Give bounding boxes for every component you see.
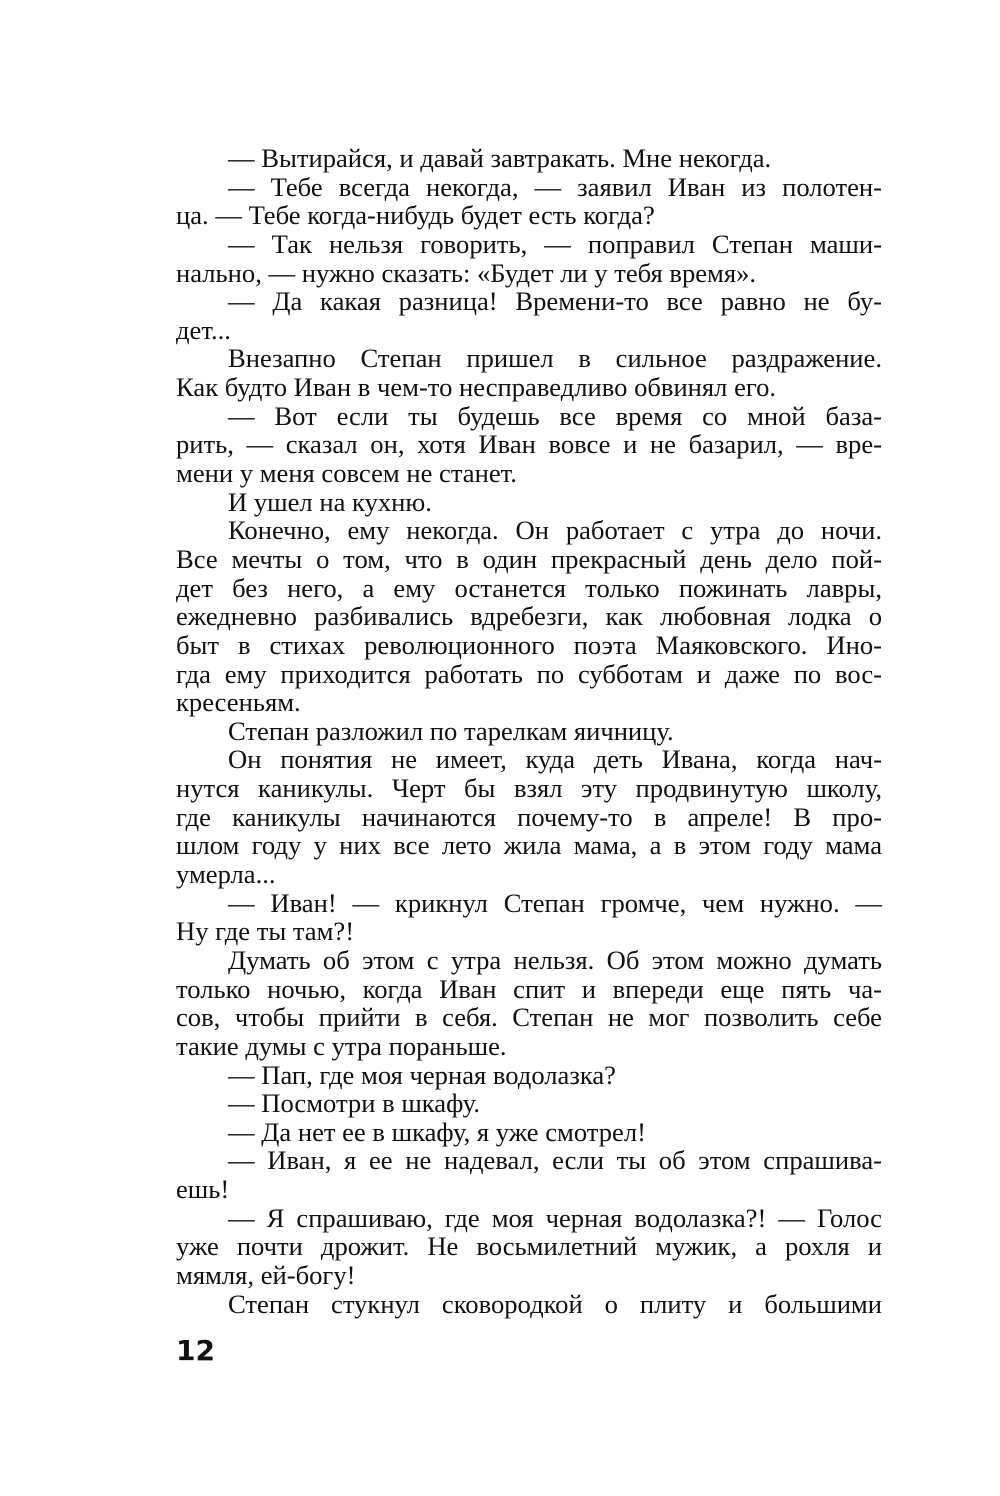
text-line: — Посмотри в шкафу. xyxy=(228,1088,480,1119)
text-line: где каникулы начинаются почему-то в апреле! В про- xyxy=(176,801,882,832)
body-text xyxy=(176,144,882,1318)
text-line: И ушел на кухню. xyxy=(228,486,432,517)
text-line: — Я спрашиваю, где моя черная водолазка?! — Голос xyxy=(228,1202,882,1233)
text-line: Он понятия не имеет, куда деть Ивана, когда нач- xyxy=(228,744,882,775)
text-line: сов, чтобы прийти в себя. Степан не мог позволить себе xyxy=(176,1002,882,1033)
text-line: рить, — сказал он, хотя Иван вовсе и не базарил, — вре- xyxy=(176,429,882,460)
text-line: дет... xyxy=(176,314,231,345)
text-line: Все мечты о том, что в один прекрасный день дело пой- xyxy=(176,543,882,574)
text-line: ца. — Тебе когда-нибудь будет есть когда? xyxy=(176,200,655,231)
text-line: — Иван, я ее не надевал, если ты об этом спрашива- xyxy=(228,1145,882,1176)
text-line: гда ему приходится работать по субботам и даже по вос- xyxy=(176,658,882,689)
text-line: нутся каникулы. Черт бы взял эту продвинутую школу, xyxy=(176,773,882,804)
text-line: Степан стукнул сковородкой о плиту и большими xyxy=(228,1288,882,1319)
text-line: мени у меня совсем не станет. xyxy=(176,458,517,489)
text-line: Думать об этом с утра нельзя. Об этом можно думать xyxy=(228,944,882,975)
text-line: Внезапно Степан пришел в сильное раздражение. xyxy=(228,343,882,374)
text-line: ежедневно разбивались вдребезги, как любовная лодка о xyxy=(176,601,882,632)
text-line: — Тебе всегда некогда, — заявил Иван из полотен- xyxy=(228,171,882,202)
text-line: только ночью, когда Иван спит и впереди еще пять ча- xyxy=(176,973,882,1004)
text-line: кресеньям. xyxy=(176,687,301,718)
text-line: — Вытирайся, и давай завтракать. Мне некогда. xyxy=(228,143,772,173)
text-line: Ну где ты там?! xyxy=(176,916,355,947)
text-line: — Так нельзя говорить, — поправил Степан маши- xyxy=(228,228,882,259)
text-line: дет без него, а ему останется только пожинать лавры, xyxy=(176,572,882,603)
text-line: мямля, ей-богу! xyxy=(176,1259,356,1290)
page-number: 12 xyxy=(176,1334,215,1367)
text-line: умерла... xyxy=(176,859,276,890)
text-line: Как будто Иван в чем-то несправедливо обвинял его. xyxy=(176,372,777,403)
text-line: Степан разложил по тарелкам яичницу. xyxy=(228,715,674,746)
text-line: — Иван! — крикнул Степан громче, чем нужно. — xyxy=(228,887,882,918)
text-line: такие думы с утра пораньше. xyxy=(176,1030,507,1061)
text-line: — Вот если ты будешь все время со мной база- xyxy=(228,400,882,431)
text-line: уже почти дрожит. Не восьмилетний мужик, а рохля и xyxy=(176,1231,882,1262)
text-line: Конечно, ему некогда. Он работает с утра до ночи. xyxy=(228,515,882,546)
text-line: ешь! xyxy=(176,1174,230,1205)
text-line: быт в стихах революционного поэта Маяковского. Ино- xyxy=(176,629,882,660)
text-line: — Пап, где моя черная водолазка? xyxy=(228,1059,616,1090)
text-line: нально, — нужно сказать: «Будет ли у тебя время». xyxy=(176,257,757,288)
text-line: — Да какая разница! Времени-то все равно не бу- xyxy=(228,286,882,317)
text-line: — Да нет ее в шкафу, я уже смотрел! xyxy=(228,1116,646,1147)
text-line: шлом году у них все лето жила мама, а в этом году мама xyxy=(176,830,882,861)
